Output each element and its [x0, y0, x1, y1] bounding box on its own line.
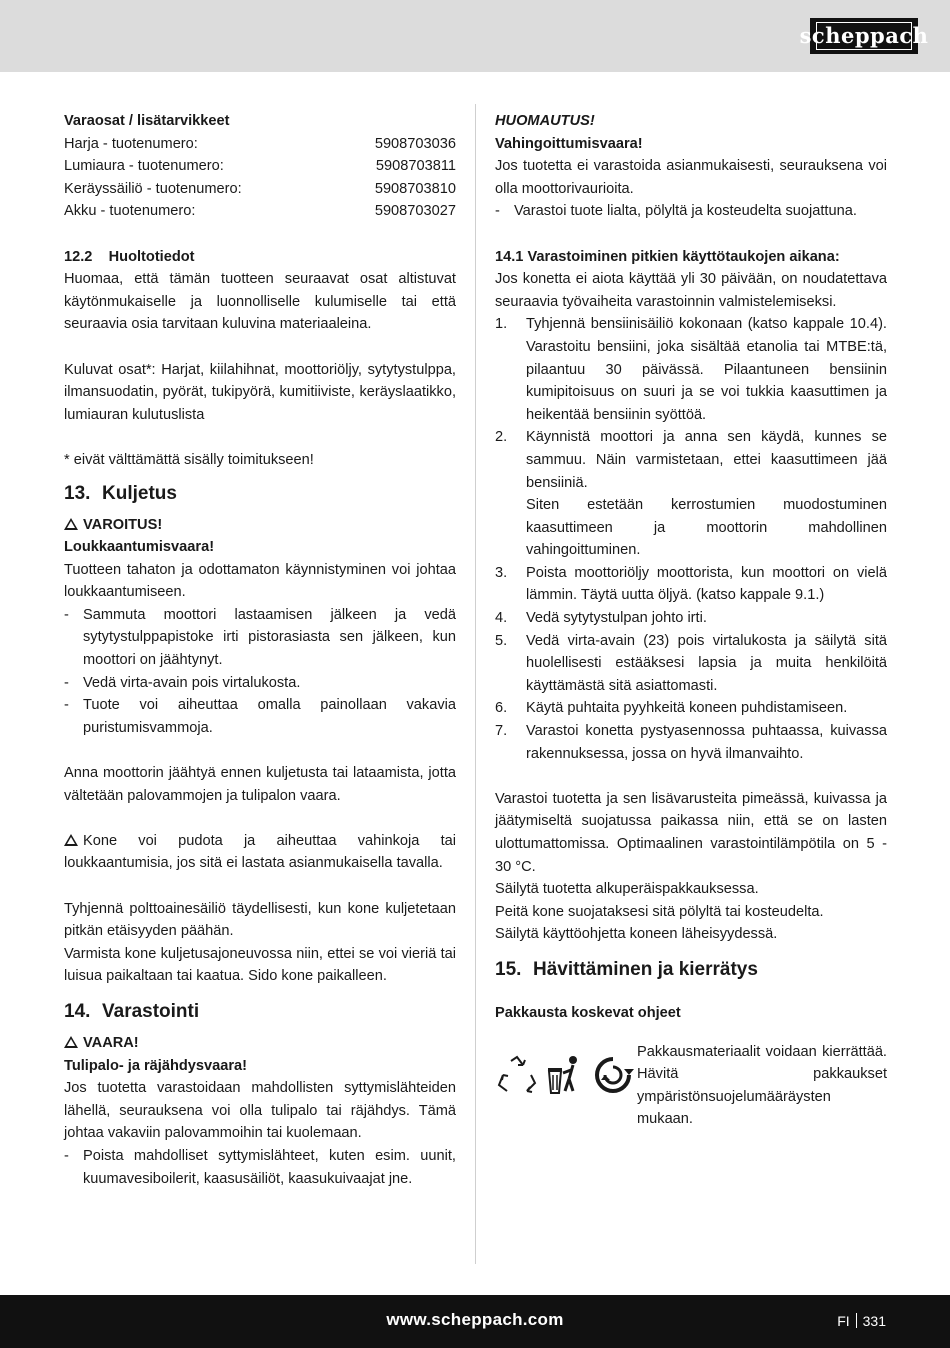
part-name: Harja - tuotenumero: — [64, 135, 198, 152]
parts-row — [64, 200, 456, 223]
list-item: - Tuote voi aiheuttaa omalla painollaan vakavia puristumisvammoja. — [64, 697, 456, 736]
warning-text: Tuotteen tahaton ja odottamaton käynnistyminen voi johtaa loukkaantumiseen. — [64, 561, 456, 601]
wear-parts-text: Kuluvat osat*: Harjat, kiilahihnat, moottoriöljy, sytytystulppa, ilmansuodatin, pyörät, tukipyörä, kumitiiviste, keräyslaatikko, lumiauran kulutuslista — [64, 361, 456, 423]
parts-title: Varaosat / lisätarvikkeet — [64, 113, 230, 129]
right-column — [495, 110, 887, 1131]
list-item: 2. Käynnistä moottori ja anna sen käydä, kunnes se sammuu. Näin varmistetaan, ettei kaasuttimeen jää bensiiniä. Siten estetään kerrostumien muodostuminen kaasuttimeen ja moottorin mahdollinen vahingoittuminen. — [495, 429, 887, 559]
section-12-2-heading: 12.2 Huoltotiedot — [64, 248, 195, 265]
danger-subtitle: Tulipalo- ja räjähdysvaara! — [64, 1057, 248, 1074]
footnote: * eivät välttämättä sisälly toimitukseen! — [64, 451, 314, 468]
transport-paragraph: Varmista kone kuljetusajoneuvossa niin, ettei se voi vieriä tai luisua paikaltaan tai kaatua. Sido kone paikalleen. — [64, 945, 456, 985]
transport-paragraph: Tyhjennä polttoainesäiliö täydellisesti, kun kone kuljetetaan pitkän etäisyyden päähän. — [64, 900, 456, 940]
section-title: Varastointi — [102, 1000, 200, 1022]
list-item: 1. Tyhjennä bensiinisäiliö kokonaan (katso kappale 10.4). Varastoitu bensiini, joka sisältää etanolia tai MTBE:tä, pilaantuu 30 päivässä. Pilaantuneen bensiinin kumipitoisuus on suuri ja se voi tukkia kaasuttimen ja heikentää bensiinin syöttöä. — [495, 316, 887, 423]
part-name: Lumiaura - tuotenumero: — [64, 158, 224, 175]
page-indicator — [837, 1310, 886, 1333]
column-divider — [475, 104, 476, 1264]
list-item: 6. Käytä puhtaita pyyhkeitä koneen puhdistamiseen. — [495, 700, 848, 717]
trash-person-icon — [545, 1053, 585, 1097]
section-14-1-heading: 14.1 Varastoiminen pitkien käyttötaukojen aikana: — [495, 248, 840, 265]
packaging-text: Pakkausmateriaalit voidaan kierrättää. Hävitä pakkaukset ympäristönsuojelumääräysten mukaan. — [637, 1043, 887, 1128]
section-15-heading — [495, 958, 887, 982]
notice-subtitle: Vahingoittumisvaara! — [495, 135, 643, 152]
website-link[interactable]: www.scheppach.com — [386, 1310, 564, 1329]
recycle-icon — [495, 1053, 539, 1097]
section-13-heading — [64, 482, 456, 506]
danger-text: Jos tuotetta varastoidaan mahdollisten syttymislähteiden lähellä, seurauksena voi olla tulipalo tai räjähdys. Tämä johtaa vakaviin palovammoihin tai kuolemaan. — [64, 1080, 456, 1142]
transport-paragraph: Kone voi pudota ja aiheuttaa vahinkoja tai loukkaantumisia, jos sitä ei lastata asianmukaisella tavalla. — [64, 832, 456, 872]
disposal-icons — [495, 1053, 637, 1097]
storage-paragraph: Säilytä käyttöohjetta koneen läheisyydessä. — [495, 926, 778, 943]
part-number: 5908703811 — [375, 158, 456, 175]
part-number: 5908703036 — [374, 135, 456, 152]
scheppach-logo: scheppach — [810, 18, 918, 54]
notice-text: Jos tuotetta ei varastoida asianmukaisesti, seurauksena voi olla moottorivaurioita. — [495, 158, 887, 197]
packaging-title: Pakkausta koskevat ohjeet — [495, 1004, 681, 1021]
parts-row — [64, 155, 456, 178]
section-14-1-text: Jos konetta ei aiota käyttää yli 30 päivään, on noudatettava seuraavia työvaiheita varastoinnin valmistelemiseksi. — [495, 271, 887, 310]
section-title: Kuljetus — [102, 482, 177, 504]
header-bar — [0, 0, 950, 72]
footer-bar — [0, 1295, 950, 1348]
warning-triangle-icon — [64, 1036, 78, 1048]
list-item: 4. Vedä sytytystulpan johto irti. — [495, 610, 707, 627]
warning-subtitle: Loukkaantumisvaara! — [64, 539, 215, 556]
section-14-heading — [64, 1000, 456, 1024]
section-12-2-text: Huomaa, että tämän tuotteen seuraavat osat altistuvat käytönmukaiselle ja luonnolliselle kulumiselle tai että seuraavia osia tarvitaan kuluvina materiaaleina. — [64, 271, 456, 333]
list-item: - Varastoi tuote lialta, pölyltä ja kosteudelta suojattuna. — [495, 203, 857, 220]
section-number: 14. — [64, 1000, 91, 1022]
warning-triangle-icon — [64, 834, 78, 846]
section-number: 13. — [64, 482, 91, 504]
list-item: 3. Poista moottoriöljy moottorista, kun moottori on vielä lämmin. Täytä uutta öljyä. (katso kappale 9.1.) — [495, 564, 887, 604]
packaging-block — [495, 1041, 887, 1131]
danger-label: VAARA! — [64, 1032, 456, 1055]
parts-row — [64, 133, 456, 156]
storage-paragraph: Peitä kone suojataksesi sitä pölyltä tai kosteudelta. — [495, 903, 824, 920]
left-column — [64, 110, 456, 1190]
list-item: - Poista mahdolliset syttymislähteet, kuten esim. uunit, kuumavesiboilerit, kaasusäiliöt, kaasukuivaajat jne. — [64, 1147, 456, 1187]
section-number: 15. — [495, 958, 522, 980]
recycle-arrows-icon — [591, 1053, 635, 1097]
language-code: FI — [837, 1313, 850, 1329]
notice-title: HUOMAUTUS! — [495, 113, 595, 129]
list-item: 7. Varastoi konetta pystyasennossa puhtaassa, kuivassa rakennuksessa, jossa on hyvä ilmanvaihto. — [495, 723, 887, 762]
list-item: - Sammuta moottori lastaamisen jälkeen ja vedä sytytystulppapistoke irti pistorasiasta sen jälkeen, kun moottori on jäähtynyt. — [64, 606, 456, 669]
warning-triangle-icon — [64, 518, 78, 530]
storage-paragraph: Säilytä tuotetta alkuperäispakkauksessa. — [495, 881, 759, 898]
page-number: 331 — [862, 1313, 886, 1329]
list-item: - Vedä virta-avain pois virtalukosta. — [64, 674, 301, 691]
storage-paragraph: Varastoi tuotetta ja sen lisävarusteita pimeässä, kuivassa ja jäätymiseltä suojatussa paikassa niin, että se on lasten ulottumattomissa. Optimaalinen varastointilämpötila on 5 - 30 °C. — [495, 790, 887, 875]
part-number: 5908703810 — [374, 180, 456, 197]
part-number: 5908703027 — [374, 203, 456, 220]
transport-paragraph: Anna moottorin jäähtyä ennen kuljetusta tai lataamista, jotta vältetään palovammojen ja tulipalon vaara. — [64, 765, 456, 804]
section-title: Hävittäminen ja kierrätys — [533, 958, 758, 980]
part-name: Akku - tuotenumero: — [64, 203, 196, 220]
part-name: Keräyssäiliö - tuotenumero: — [64, 180, 242, 197]
list-item: 5. Vedä virta-avain (23) pois virtalukosta ja säilytä sitä huolellisesti estääksesi lapsia ja muita henkilöitä käyttämästä sitä asiattomasti. — [495, 632, 887, 694]
parts-row — [64, 178, 456, 201]
warning-label: VAROITUS! — [64, 514, 456, 537]
parts-list — [64, 133, 456, 223]
